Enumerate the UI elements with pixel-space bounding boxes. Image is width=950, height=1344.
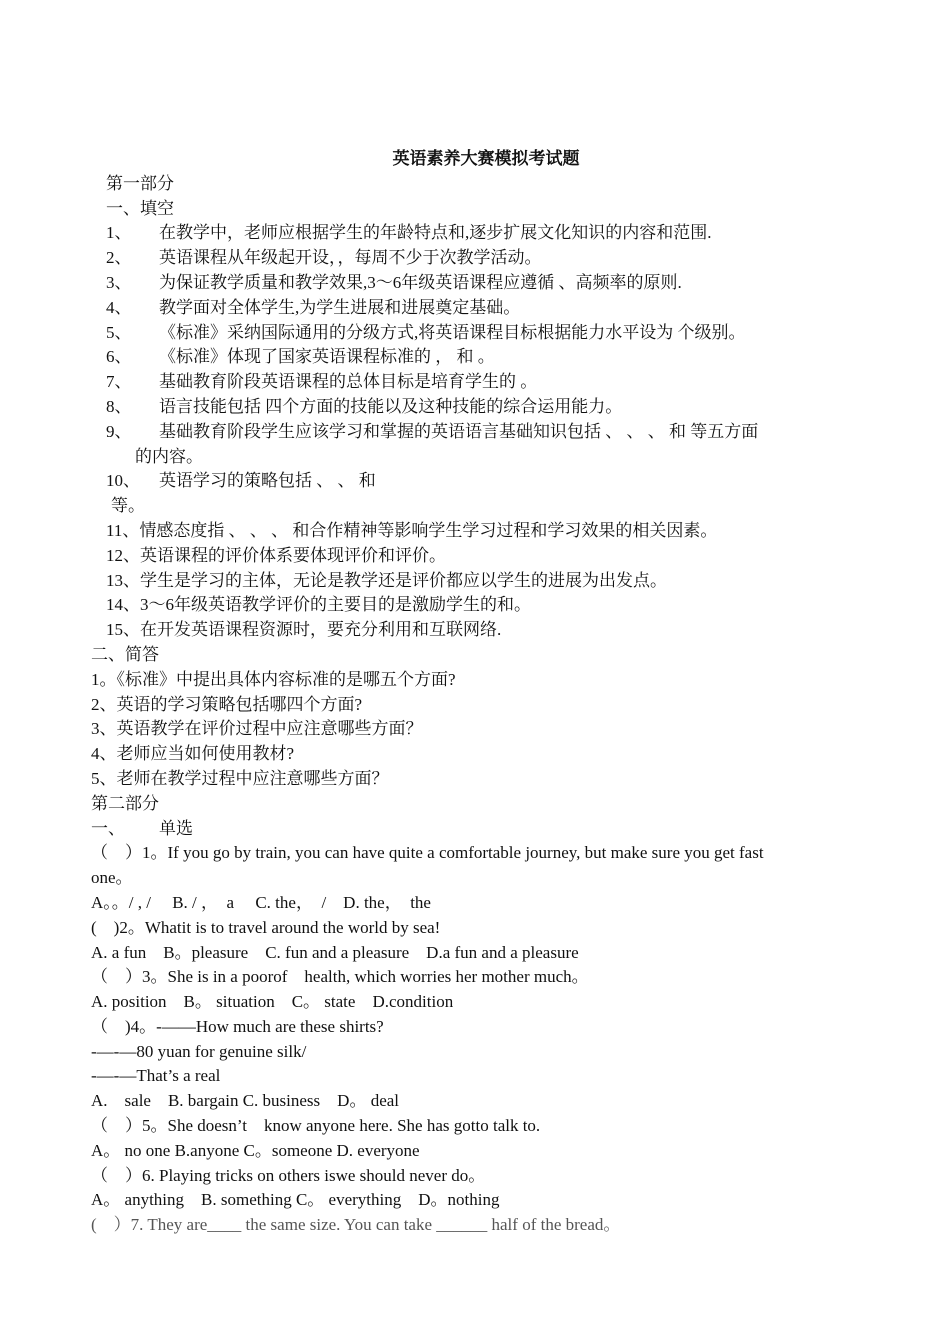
item-number: 1、 bbox=[106, 223, 132, 243]
item-number: 10、 bbox=[106, 471, 140, 491]
question-line: （ ）5。She doesn’t know anyone here. She has gotto talk to. bbox=[91, 1116, 541, 1136]
part2-heading: 第二部分 bbox=[91, 793, 159, 813]
page-title: 英语素养大赛模拟考试题 bbox=[392, 149, 580, 168]
fill-item bbox=[91, 345, 861, 370]
fill-item bbox=[91, 321, 861, 346]
item-number: 8、 bbox=[106, 396, 132, 416]
question-line: （ )4。-——How much are these shirts? bbox=[91, 1016, 384, 1036]
question-line: ( )2。Whatit is to travel around the world by sea! bbox=[91, 917, 441, 937]
fill-item bbox=[91, 395, 861, 420]
short-answer-item: 5、老师在教学过程中应注意哪些方面？ bbox=[91, 768, 389, 788]
fill-section-heading: 一、填空 bbox=[106, 198, 174, 218]
options-line: A。 anything B. something C。 everything D。nothing bbox=[91, 1190, 500, 1210]
item-text: 基础教育阶段英语课程的总体目标是培育学生的 。 bbox=[159, 372, 538, 392]
document-content bbox=[91, 147, 861, 1238]
item-text: 《标准》采纳国际通用的分级方式,将英语课程目标根据能力水平设为 个级别。 bbox=[159, 322, 746, 342]
fill-item: 12、英语课程的评价体系要体现评价和评价。 bbox=[106, 545, 446, 565]
short-answer-item: 3、英语教学在评价过程中应注意哪些方面？ bbox=[91, 719, 423, 739]
item-text: 英语学习的策略包括 、 、 和 bbox=[159, 471, 376, 491]
short-answer-heading: 二、简答 bbox=[91, 644, 159, 664]
item-text: 《标准》体现了国家英语课程标准的 ， 和 。 bbox=[159, 347, 495, 367]
short-answer-item: 1。《标准》中提出具体内容标准的是哪五个方面? bbox=[91, 669, 456, 689]
options-line: A. position B。 situation C。 state D.condition bbox=[91, 992, 454, 1012]
item-text: 基础教育阶段学生应该学习和掌握的英语语言基础知识包括 、 、 、 和 等五方面 bbox=[159, 421, 759, 441]
fill-item bbox=[91, 296, 861, 321]
fill-item bbox=[91, 221, 861, 246]
fill-item-continuation: 等。 bbox=[111, 496, 145, 516]
question-line: （ ）1。If you go by train, you can have quite a comfortable journey, but make sure you get fast bbox=[91, 843, 764, 863]
fill-item bbox=[91, 246, 861, 271]
dialogue-line: -—-—80 yuan for genuine silk/ bbox=[91, 1041, 307, 1061]
question-line: （ ）6. Playing tricks on others iswe should never do。 bbox=[91, 1165, 486, 1185]
item-text: 教学面对全体学生,为学生进展和进展奠定基础。 bbox=[159, 297, 521, 317]
options-line: A。。/ , / B. / ， a C. the， / D. the， the bbox=[91, 892, 431, 912]
item-number: 4、 bbox=[106, 297, 132, 317]
item-number: 5、 bbox=[106, 322, 132, 342]
item-text: 为保证教学质量和教学效果,3～6年级英语课程应遵循 、高频率的原则. bbox=[159, 272, 682, 292]
question-line: one。 bbox=[91, 868, 133, 888]
fill-item: 15、在开发英语课程资源时，要充分利用和互联网络. bbox=[106, 620, 502, 640]
section-title: 单选 bbox=[159, 818, 193, 838]
item-number: 6、 bbox=[106, 347, 132, 367]
item-number: 9、 bbox=[106, 421, 132, 441]
item-text: 在教学中，老师应根据学生的年龄特点和,逐步扩展文化知识的内容和范围. bbox=[159, 223, 712, 243]
fill-item: 13、学生是学习的主体，无论是教学还是评价都应以学生的进展为出发点。 bbox=[106, 570, 667, 590]
fill-item-continuation: 的内容。 bbox=[135, 446, 203, 466]
item-text: 语言技能包括 四个方面的技能以及这种技能的综合运用能力。 bbox=[159, 396, 623, 416]
options-line: A. a fun B。pleasure C. fun and a pleasure D.a fun and a pleasure bbox=[91, 942, 579, 962]
section-number: 一、 bbox=[91, 818, 125, 838]
fill-item bbox=[91, 469, 861, 494]
fill-item bbox=[91, 370, 861, 395]
item-text: 英语课程从年级起开设，，每周不少于次教学活动。 bbox=[159, 248, 542, 268]
part1-heading: 第一部分 bbox=[106, 173, 174, 193]
fill-item: 11、情感态度指 、 、 、 和合作精神等影响学生学习过程和学习效果的相关因素。 bbox=[106, 520, 718, 540]
fill-item bbox=[91, 420, 861, 445]
options-line: A。 no one B.anyone C。someone D. everyone bbox=[91, 1140, 420, 1160]
options-line: A. sale B. bargain C. business D。 deal bbox=[91, 1091, 400, 1111]
fill-item bbox=[91, 271, 861, 296]
item-number: 7、 bbox=[106, 372, 132, 392]
multiple-choice-heading bbox=[91, 817, 861, 842]
short-answer-item: 2、英语的学习策略包括哪四个方面? bbox=[91, 694, 363, 714]
fill-item: 14、3～6年级英语教学评价的主要目的是激励学生的和。 bbox=[106, 595, 531, 615]
short-answer-item: 4、老师应当如何使用教材? bbox=[91, 744, 295, 764]
item-number: 3、 bbox=[106, 272, 132, 292]
item-number: 2、 bbox=[106, 248, 132, 268]
question-line: ( ）7. They are____ the same size. You can take ______ half of the bread。 bbox=[91, 1215, 621, 1235]
dialogue-line: -—-—That’s a real bbox=[91, 1066, 221, 1086]
question-line: （ ）3。She is in a poorof health, which worries her mother much。 bbox=[91, 967, 589, 987]
